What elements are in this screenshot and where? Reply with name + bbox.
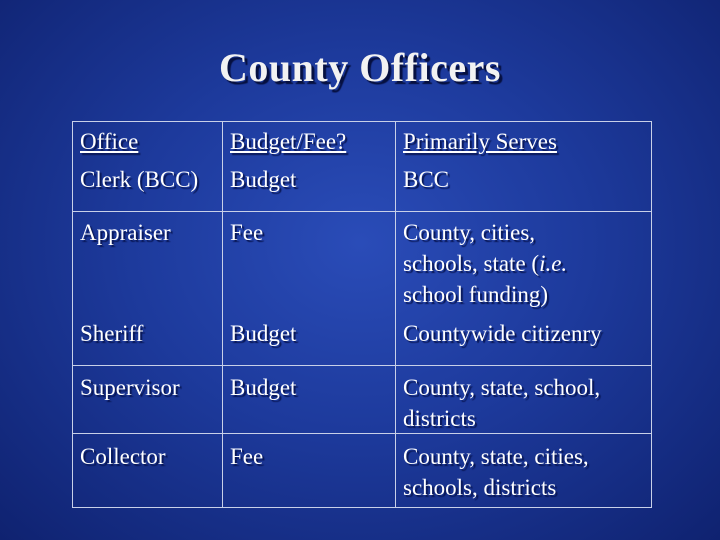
office-cell: Clerk (BCC) xyxy=(80,167,199,192)
serves-cell: BCC xyxy=(403,167,450,192)
office-cell: Sheriff xyxy=(80,321,144,346)
serves-italic: i.e. xyxy=(539,251,568,276)
serves-text: schools, state ( xyxy=(403,251,540,276)
header-office: Office xyxy=(80,129,139,154)
county-officers-table xyxy=(72,121,652,508)
serves-cell xyxy=(403,372,600,434)
slide-title: County Officers xyxy=(219,45,501,90)
serves-line: schools, districts xyxy=(403,475,557,500)
row-divider xyxy=(73,365,651,366)
serves-line: County, cities, xyxy=(403,220,536,245)
serves-line xyxy=(403,248,567,279)
serves-line: County, state, school, xyxy=(403,375,601,400)
serves-cell xyxy=(403,217,567,310)
serves-line: County, state, cities, xyxy=(403,444,589,469)
budget-fee-cell: Fee xyxy=(230,220,264,245)
budget-fee-cell: Budget xyxy=(230,375,297,400)
budget-fee-cell: Budget xyxy=(230,321,297,346)
header-budget-fee: Budget/Fee? xyxy=(230,129,347,154)
header-primarily-serves: Primarily Serves xyxy=(403,129,557,154)
office-cell: Appraiser xyxy=(80,220,171,245)
serves-cell xyxy=(403,441,589,503)
serves-cell: Countywide citizenry xyxy=(403,321,602,346)
serves-line: districts xyxy=(403,406,476,431)
office-cell: Supervisor xyxy=(80,375,180,400)
budget-fee-cell: Fee xyxy=(230,444,264,469)
column-divider xyxy=(395,122,396,507)
budget-fee-cell: Budget xyxy=(230,167,297,192)
serves-line: school funding) xyxy=(403,282,549,307)
row-divider xyxy=(73,211,651,212)
office-cell: Collector xyxy=(80,444,166,469)
column-divider xyxy=(222,122,223,507)
